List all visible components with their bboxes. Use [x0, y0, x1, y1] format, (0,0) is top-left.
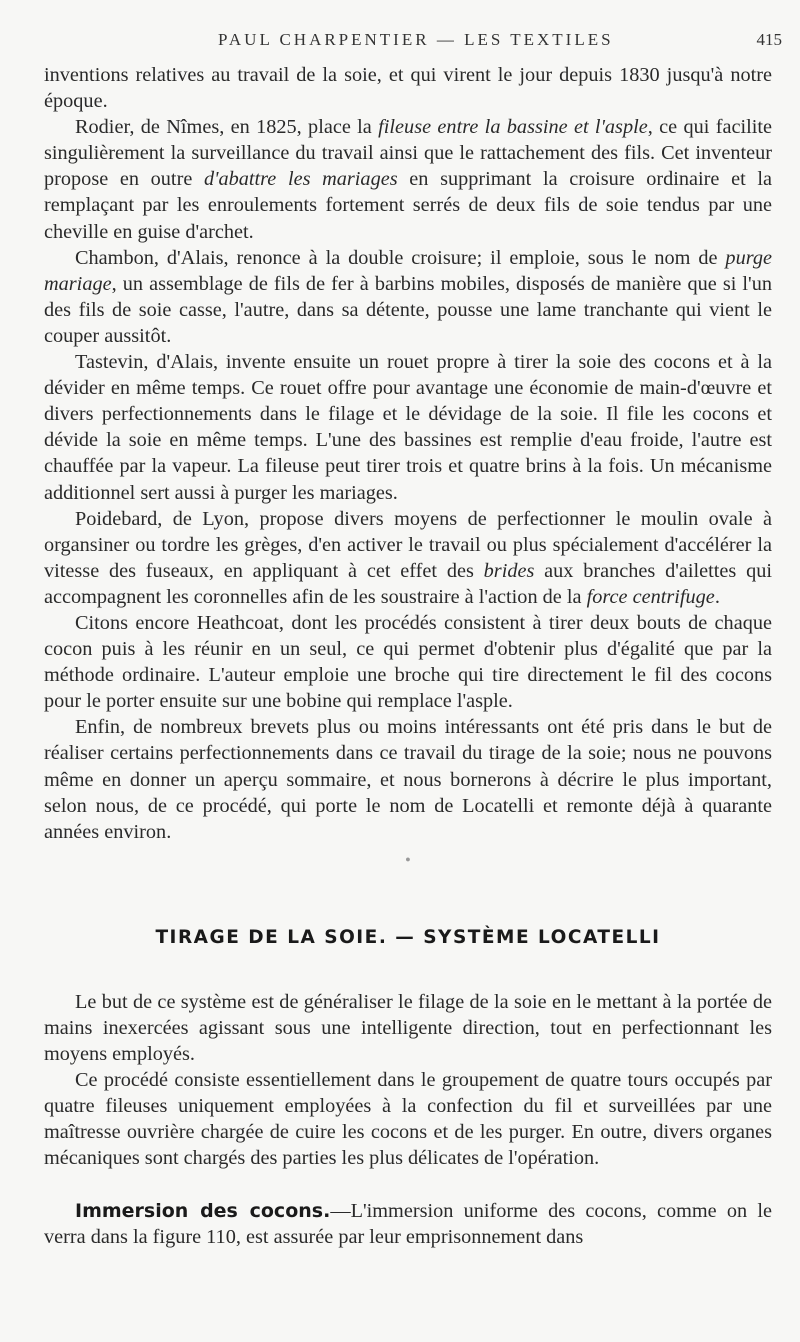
italic-term: fileuse entre la bassine et l'asple [378, 116, 648, 139]
paragraph-text: Citons encore Heathcoat, dont les procédés consistent à tirer deux bouts de chaque cocon puis à les réunir en un seul, ce qui permet d'obtenir plus d'égalité que par la méthode ordinaire. L'auteur emploie une broche qui tire directement le fil des cocons pour le porter ensuite sur une bobine qui remplace l'asple. [44, 611, 772, 713]
paragraph [44, 610, 772, 714]
paragraph-text: , ce qui facilite singulièrement la surveillance du travail ainsi que le rattachement des fils. Cet inventeur propose en outre [44, 116, 773, 191]
paragraph-text: Rodier, de Nîmes, en 1825, place la [75, 116, 379, 139]
paragraph-text: aux branches d'ailettes qui accompagnent les coronnelles afin de les soustraire à l'action de la [44, 559, 773, 608]
page-number: 415 [756, 30, 782, 49]
paragraph [44, 506, 772, 610]
paragraph-text: inventions relatives au travail de la soie, et qui virent le jour depuis 1830 jusqu'à notre époque. [44, 64, 772, 113]
italic-term: purge mariage [44, 246, 772, 295]
paragraph [44, 114, 772, 244]
paragraph [44, 1067, 772, 1171]
paragraph-text: —L'immersion uniforme des cocons, comme on le verra dans la figure 110, est assurée par leur emprisonnement dans [44, 1199, 772, 1248]
paragraph [44, 1198, 772, 1250]
paragraph-text: Enfin, de nombreux brevets plus ou moins intéressants ont été pris dans le but de réaliser certains perfectionnements dans ce travail du tirage de la soie; nous ne pouvons même en donner un aperçu sommaire, et nous bornerons à décrire le plus important, selon nous, de ce procédé, qui porte le nom de Locatelli et remonte déjà à quarante années environ. [44, 716, 772, 843]
run-in-heading: Immersion des cocons. [75, 1199, 331, 1222]
paragraph-text: Ce procédé consiste essentiellement dans le groupement de quatre tours occupés par quatre fileuses uniquement employées à la confection du fil et surveillées par une maîtresse ouvrière chargée de cuire les cocons et de les purger. En outre, divers organes mécaniques sont chargés des parties les plus délicates de l'opération. [44, 1069, 772, 1170]
spacer [44, 1172, 772, 1198]
paragraph-text: . [714, 585, 720, 608]
running-title: PAUL CHARPENTIER — LES TEXTILES [218, 30, 614, 49]
ornament-dot: ● [405, 853, 411, 864]
page-body [44, 62, 772, 1250]
italic-term: brides [483, 559, 535, 582]
italic-term: d'abattre les mariages [203, 168, 398, 191]
section-title: TIRAGE DE LA SOIE. — SYSTÈME LOCATELLI [155, 926, 661, 948]
paragraph-text: en supprimant la croisure ordinaire et la remplaçant par les enroulements fortement serrés de deux fils de soie tendus par une cheville en guise d'archet. [44, 168, 772, 243]
paragraph [44, 62, 772, 114]
paragraph-text: Chambon, d'Alais, renonce à la double croisure; il emploie, sous le nom de [75, 246, 726, 269]
paragraph [44, 245, 772, 349]
italic-term: force centrifuge [586, 585, 715, 608]
paragraph [44, 714, 772, 844]
paragraph-text: Tastevin, d'Alais, invente ensuite un rouet propre à tirer la soie des cocons et à la dévider en même temps. Ce rouet offre pour avantage une économie de main-d'œuvre et divers perfectionnements dans le filage et le dévidage de la soie. Il file les cocons et dévide la soie en même temps. L'une des bassines est remplie d'eau froide, l'autre est chauffée par la vapeur. La fileuse peut tirer trois et quatre brins à la fois. Un mécanisme additionnel sert aussi à purger les mariages. [44, 351, 772, 504]
paragraph-text: , un assemblage de fils de fer à barbins mobiles, disposés de manière que si l'un des fils de soie casse, l'autre, dans sa détente, pousse une lame tranchante qui vient le couper aussitôt. [44, 272, 772, 347]
paragraph-text: Le but de ce système est de généraliser le filage de la soie en le mettant à la portée de mains inexercées agissant sous une intelligente direction, tout en perfectionnant les moyens employés. [44, 990, 772, 1066]
paragraph [44, 989, 772, 1067]
paragraph-text: Poidebard, de Lyon, propose divers moyens de perfectionner le moulin ovale à organsiner ou tordre les grèges, d'en activer le travail ou plus spécialement d'accélérer la vitesse des fuseaux, en appliquant à cet effet des [44, 507, 772, 582]
page-header [0, 30, 800, 58]
paragraph [44, 349, 772, 506]
